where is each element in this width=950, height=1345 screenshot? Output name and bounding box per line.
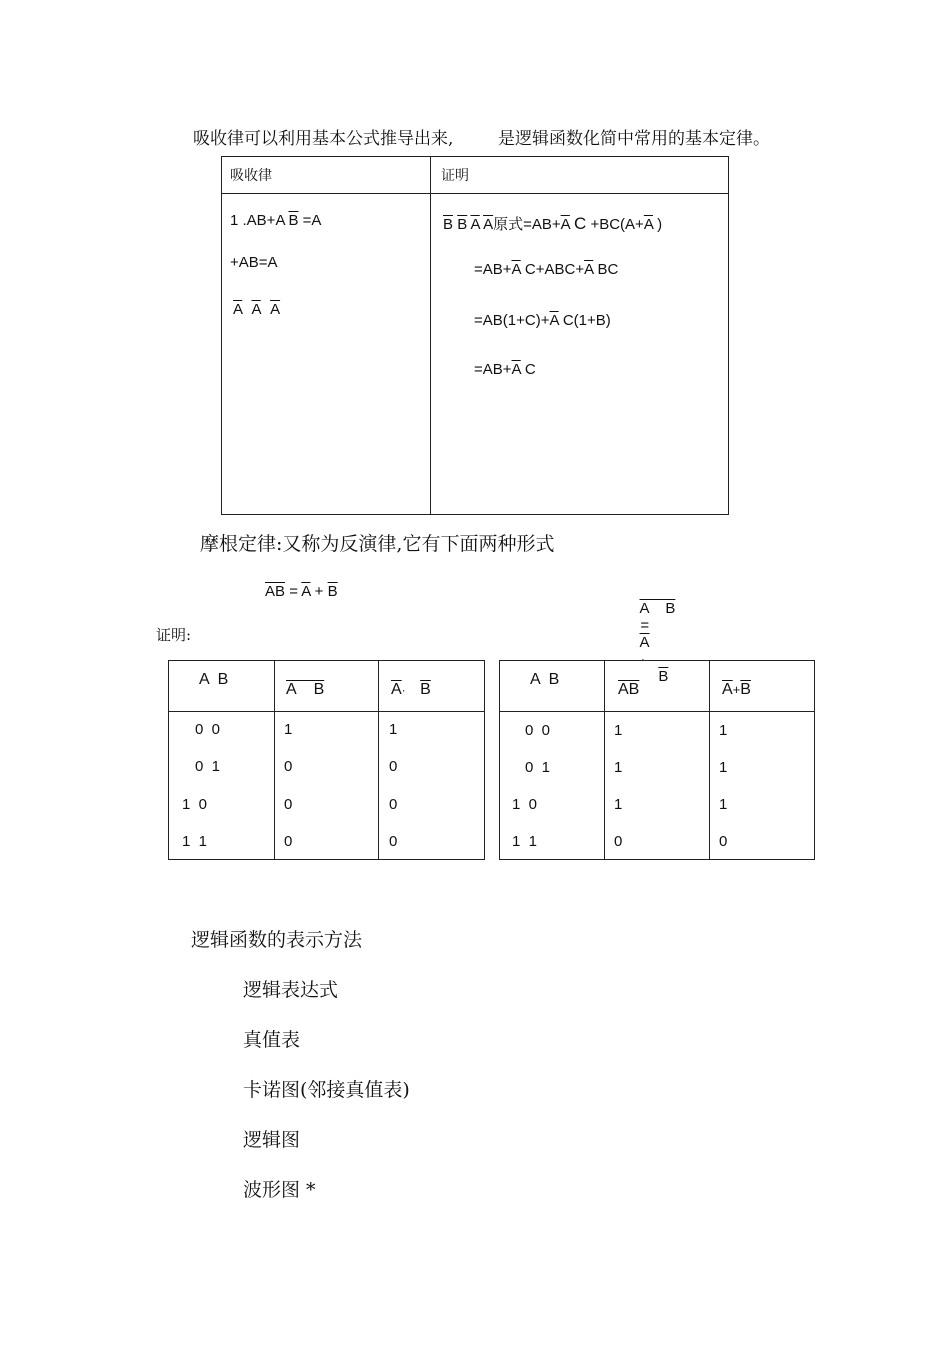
table-cell: 0 — [284, 833, 293, 850]
table-cell: 1 — [719, 796, 728, 813]
table-cell: 0 — [389, 758, 398, 775]
representation-title: 逻辑函数的表示方法 — [191, 929, 363, 951]
table-row: 0 0 — [195, 721, 221, 738]
morgan-formula-2: A B = $\overline{A}$ $\overline{B}$ — [639, 600, 676, 685]
absorption-law-1: 1 .AB+A $\overline{B} =A$ — [230, 212, 322, 229]
table-cell: 1 — [719, 722, 728, 739]
list-item: 逻辑表达式 — [243, 979, 339, 1001]
proof-label: 证明: — [156, 626, 192, 644]
morgan-title: 摩根定律:又称为反演律,它有下面两种形式 — [200, 533, 555, 555]
table-cell: 0 — [614, 833, 623, 850]
table-row: 1 0 — [512, 796, 538, 813]
table-cell: 0 — [284, 758, 293, 775]
table-row: 0 1 — [525, 759, 551, 776]
list-item: 卡诺图(邻接真值表) — [243, 1079, 410, 1101]
table-cell: 1 — [389, 721, 398, 738]
table-cell: 0 — [719, 833, 728, 850]
table-cell: 0 — [284, 796, 293, 813]
tt1-header-nota-and-notb: $\overline{A}\cdot \overline{B}$ — [391, 681, 431, 698]
absorption-header-left: 吸收律 — [230, 168, 272, 184]
list-item: 波形图 * — [243, 1179, 316, 1201]
proof-line-1: $\overline{B}$ $\overline{B}$ $\overline{A}$ $\overline{A}$原式$=AB+\overline{A}$ $C +BC(A+\overline{A}$ ) — [443, 214, 663, 233]
intro-text-b: 是逻辑函数化简中常用的基本定律。 — [498, 129, 770, 149]
table-row: 0 1 — [195, 758, 221, 775]
tt1-header-ab: A B — [199, 671, 229, 688]
proof-line-2: $=AB+\overline{A}$ $C+ABC+\overline{A}$ BC — [474, 261, 619, 278]
tt1-header-not-a-or-b: A B — [286, 681, 325, 698]
absorption-law-3: $\overline{A}$ $\overline{A}$ $\overline{A}$ — [233, 301, 281, 318]
table-row: 1 0 — [182, 796, 208, 813]
tt2-header-not-ab: $\overline{AB}$ — [618, 681, 640, 698]
proof-line-4: $=AB+\overline{A}$ C — [474, 361, 536, 378]
list-item: 真值表 — [243, 1029, 301, 1051]
list-item: 逻辑图 — [243, 1129, 301, 1151]
morgan-formula-1: $\overline{AB} = \overline{A} + \overline{B}$ — [265, 583, 338, 600]
tt2-header-nota-or-notb: $\overline{A}+\overline{B}$ — [722, 681, 751, 698]
proof-line-3: $=AB(1+C)+\overline{A}$ C(1+B) — [474, 312, 611, 329]
absorption-law-2: +AB=A — [230, 254, 278, 271]
table-cell: 0 — [389, 833, 398, 850]
table-row: 1 1 — [182, 833, 208, 850]
table-cell: 0 — [389, 796, 398, 813]
table-cell: 1 — [614, 722, 623, 739]
tt2-header-ab: A B — [530, 671, 560, 688]
table-row: 1 1 — [512, 833, 538, 850]
intro-text-a: 吸收律可以利用基本公式推导出来, — [193, 129, 454, 149]
absorption-header-right: 证明 — [441, 168, 469, 184]
table-cell: 1 — [614, 759, 623, 776]
table-cell: 1 — [719, 759, 728, 776]
table-cell: 1 — [284, 721, 293, 738]
table-cell: 1 — [614, 796, 623, 813]
table-row: 0 0 — [525, 722, 551, 739]
